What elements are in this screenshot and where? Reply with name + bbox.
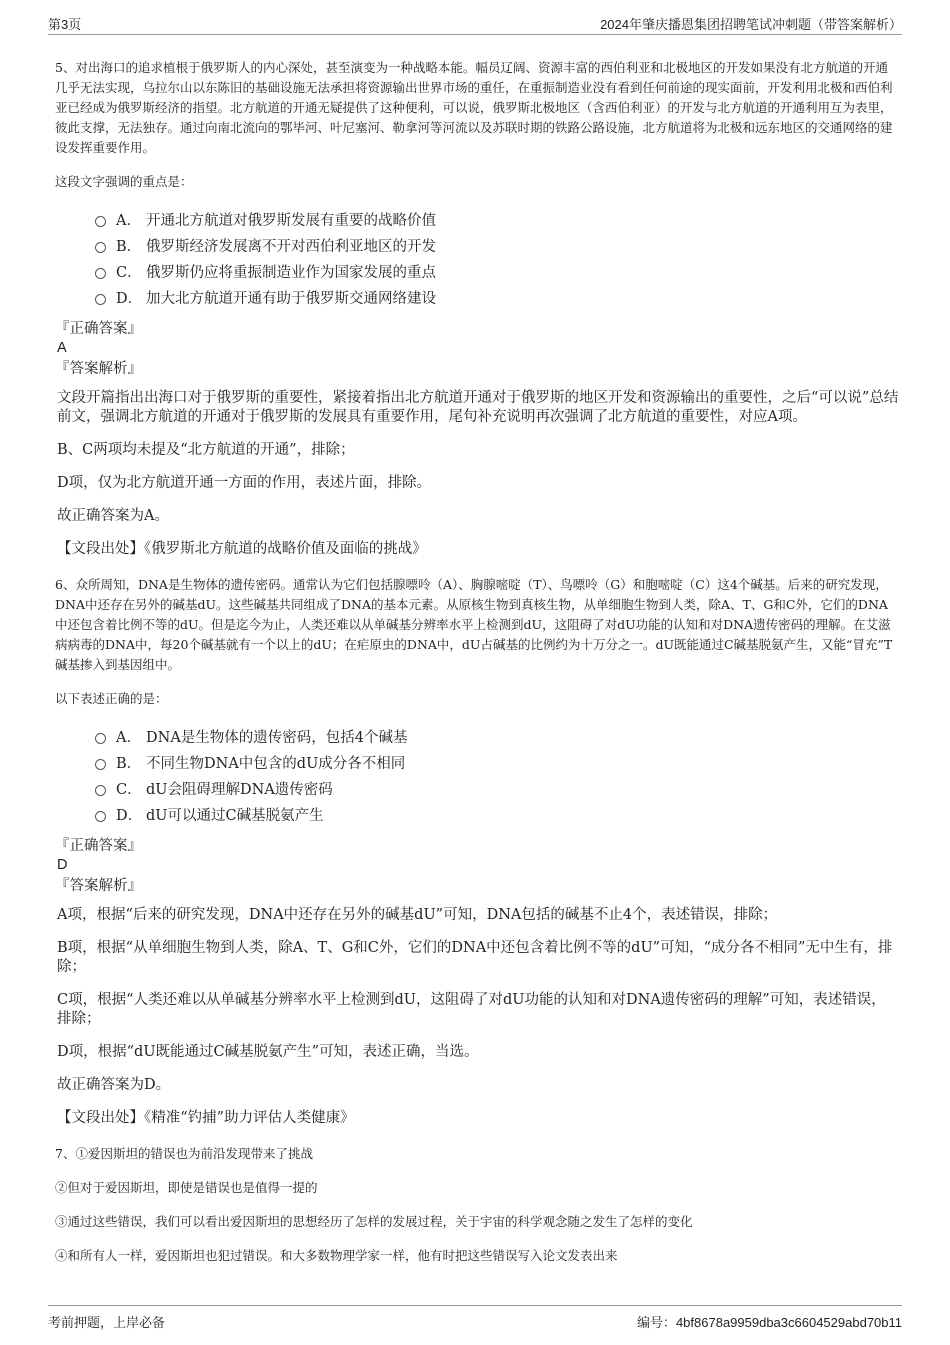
option-letter: D． [116, 290, 143, 307]
option-b[interactable] [95, 232, 900, 258]
option-text: 加大北方航道开通有助于俄罗斯交通网络建设 [146, 290, 436, 307]
radio-icon[interactable] [95, 759, 106, 770]
passage-source: 【文段出处】《精准“钓捕”助力评估人类健康》 [57, 1110, 355, 1126]
correct-answer: D [57, 857, 68, 873]
statement-2: ②但对于爱因斯坦，即使是错误也是值得一提的 [55, 1180, 318, 1195]
analysis-paragraph: B、C两项均未提及“北方航道的开通”，排除； [57, 442, 355, 458]
analysis-paragraph: B项，根据“从单细胞生物到人类，除A、T、G和C外，它们的DNA中还包含着比例不等的dU”可知，“成分各不相同”无中生有，排除； [57, 940, 893, 975]
analysis-paragraph: A项，根据“后来的研究发现，DNA中还存在另外的碱基dU”可知，DNA包括的碱基不止4个，表述错误，排除； [57, 907, 778, 923]
page-number: 第3页 [48, 17, 82, 32]
radio-icon[interactable] [95, 294, 106, 305]
option-b[interactable] [95, 749, 900, 775]
option-text: dU会阻碍理解DNA遗传密码 [146, 781, 333, 798]
correct-answer-label: 『正确答案』 [55, 321, 142, 337]
radio-icon[interactable] [95, 242, 106, 253]
option-text: 不同生物DNA中包含的dU成分各不相同 [146, 755, 406, 772]
document-title: 2024年肇庆播恩集团招聘笔试冲刺题（带答案解析） [600, 17, 902, 32]
page-header [48, 14, 902, 35]
question-7 [55, 1144, 900, 1266]
analysis-label: 『答案解析』 [55, 361, 142, 377]
option-text: 俄罗斯经济发展离不开对西伯利亚地区的开发 [146, 238, 436, 255]
option-letter: B． [116, 755, 142, 772]
analysis-paragraph: 故正确答案为A。 [57, 508, 169, 524]
analysis-paragraph: 故正确答案为D。 [57, 1077, 171, 1093]
radio-icon[interactable] [95, 733, 106, 744]
page-content [55, 58, 900, 1280]
option-letter: C． [116, 781, 142, 798]
option-a[interactable] [95, 723, 900, 749]
passage-source: 【文段出处】《俄罗斯北方航道的战略价值及面临的挑战》 [57, 541, 427, 557]
analysis-label: 『答案解析』 [55, 878, 142, 894]
analysis-paragraph: C项，根据“人类还难以从单碱基分辨率水平上检测到dU，这阻碍了对dU功能的认知和对DNA遗传密码的理解”可知，表述错误，排除； [57, 992, 886, 1027]
question-6-options [95, 723, 900, 827]
document-id: 编号：4bf8678a9959dba3c6604529abd70b11 [636, 1314, 902, 1330]
option-letter: A． [116, 212, 141, 229]
option-d[interactable] [95, 801, 900, 827]
radio-icon[interactable] [95, 811, 106, 822]
option-c[interactable] [95, 258, 900, 284]
option-letter: C． [116, 264, 142, 281]
question-5-prompt: 这段文字强调的重点是： [55, 174, 193, 189]
footer-slogan: 考前押题，上岸必备 [48, 1314, 166, 1330]
analysis-paragraph: D项，根据“dU既能通过C碱基脱氨产生”可知，表述正确，当选。 [57, 1044, 479, 1060]
statement-3: ③通过这些错误，我们可以看出爱因斯坦的思想经历了怎样的发展过程，关于宇宙的科学观念随之发生了怎样的变化 [55, 1214, 693, 1229]
correct-answer: A [57, 340, 67, 356]
option-text: DNA是生物体的遗传密码，包括4个碱基 [146, 729, 408, 746]
option-text: 开通北方航道对俄罗斯发展有重要的战略价值 [146, 212, 436, 229]
analysis-paragraph: 文段开篇指出出海口对于俄罗斯的重要性，紧接着指出北方航道开通对于俄罗斯的地区开发和资源输出的重要性，之后“可以说”总结前文，强调北方航道的开通对于俄罗斯的发展具有重要作用，尾句补充说明再次强调了北方航道的重要性，对应A项。 [57, 390, 899, 425]
question-6-passage: 6、众所周知，DNA是生物体的遗传密码。通常认为它们包括腺嘌呤（A）、胸腺嘧啶（T）、鸟嘌呤（G）和胞嘧啶（C）这4个碱基。后来的研究发现，DNA中还存在另外的碱基dU。这些碱基共同组成了DNA的基本元素。从原核生物到真核生物，从单细胞生物到人类，除A、T、G和C外，它们的DNA中还包含着比例不等的dU。但是迄今为止，人类还难以从单碱基分辨率水平上检测到dU，这阻碍了对dU功能的认知和对DNA遗传密码的理解。在艾滋病病毒的DNA中，每20个碱基就有一个以上的dU；在疟原虫的DNA中，dU占碱基的比例约为十万分之一。dU既能通过C碱基脱氨产生，又能“冒充”T碱基掺入到基因组中。 [55, 577, 893, 672]
analysis-paragraph: D项，仅为北方航道开通一方面的作用，表述片面，排除。 [57, 475, 432, 491]
correct-answer-label: 『正确答案』 [55, 838, 142, 854]
radio-icon[interactable] [95, 268, 106, 279]
option-letter: D． [116, 807, 143, 824]
question-6-prompt: 以下表述正确的是： [55, 691, 168, 706]
radio-icon[interactable] [95, 216, 106, 227]
page-footer [48, 1305, 902, 1336]
question-6 [55, 575, 900, 1128]
statement-4: ④和所有人一样，爱因斯坦也犯过错误。和大多数物理学家一样，他有时把这些错误写入论文发表出来 [55, 1248, 618, 1263]
option-d[interactable] [95, 284, 900, 310]
option-text: dU可以通过C碱基脱氨产生 [146, 807, 324, 824]
statement-1: 7、①爱因斯坦的错误也为前沿发现带来了挑战 [55, 1146, 313, 1161]
radio-icon[interactable] [95, 785, 106, 796]
question-5-options [95, 206, 900, 310]
option-letter: A． [116, 729, 141, 746]
option-c[interactable] [95, 775, 900, 801]
option-letter: B． [116, 238, 142, 255]
question-5 [55, 58, 900, 559]
option-text: 俄罗斯仍应将重振制造业作为国家发展的重点 [146, 264, 436, 281]
question-5-passage: 5、对出海口的追求植根于俄罗斯人的内心深处，甚至演变为一种战略本能。幅员辽阔、资源丰富的西伯利亚和北极地区的开发如果没有北方航道的开通几乎无法实现，乌拉尔山以东陈旧的基础设施无法承担将资源输出世界市场的重任，在重振制造业没有看到任何前途的现实面前，开发利用北极和西伯利亚已经成为俄罗斯经济的指望。北方航道的开通无疑提供了这种便利，可以说，俄罗斯北极地区（含西伯利亚）的开发与北方航道的开通利用互为表里，彼此支撑，无法独存。通过向南北流向的鄂毕河、叶尼塞河、勒拿河等河流以及苏联时期的铁路公路设施，北方航道将为北极和远东地区的交通网络的建设发挥重要作用。 [55, 60, 893, 155]
option-a[interactable] [95, 206, 900, 232]
